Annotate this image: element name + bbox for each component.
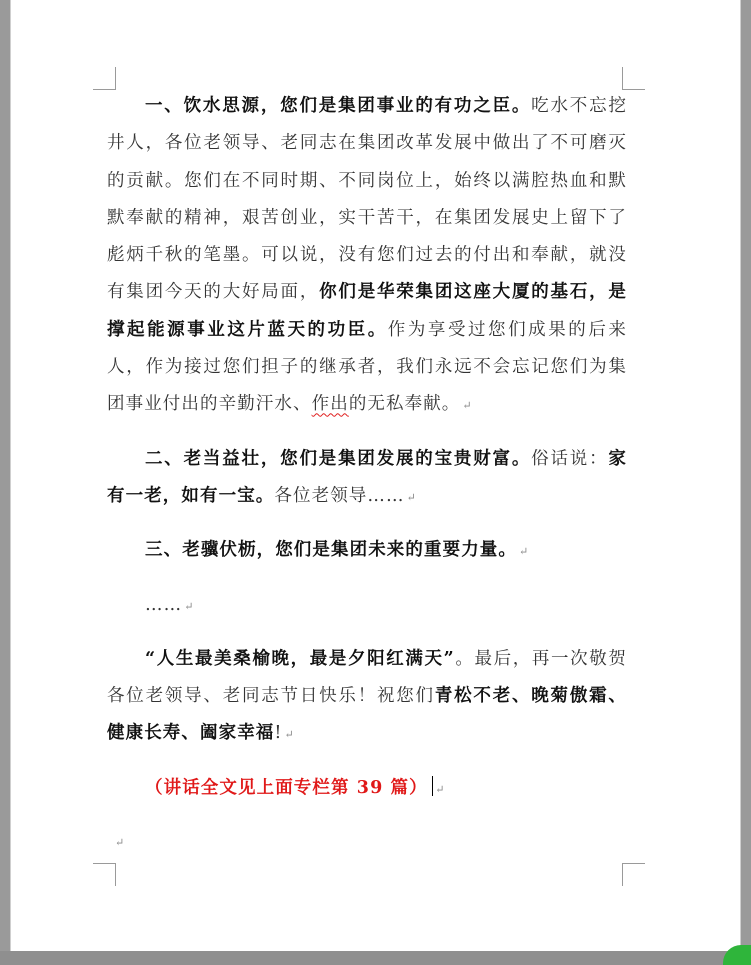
paragraph-mark: ↵ <box>435 782 445 796</box>
text-run: 各位老领导…… <box>274 485 405 506</box>
margin-corner-mark-top-right <box>622 67 645 90</box>
paragraph-mark: ↵ <box>115 836 125 849</box>
paragraph[interactable] <box>107 532 627 570</box>
bold-text-run: 青松不老、晚菊傲霜、健康长寿、阖家幸福 <box>107 686 628 744</box>
paragraph-mark: ↵ <box>406 490 416 504</box>
paragraph[interactable] <box>107 88 627 425</box>
paragraph[interactable] <box>107 770 627 808</box>
paragraph[interactable] <box>107 441 627 517</box>
bold-text-run: 三、老骥伏枥，您们是集团未来的重要力量。 <box>145 540 517 561</box>
paragraph-mark: ↵ <box>184 599 194 613</box>
highlight-note: （讲话全文见上面专栏第 39 篇） <box>145 777 428 798</box>
margin-corner-mark-bottom-right <box>622 863 645 886</box>
text-run: 俗话说： <box>531 448 609 469</box>
margin-corner-mark-bottom-left <box>93 863 116 886</box>
text-run: ! <box>274 723 283 744</box>
text-run: 吃水不忘挖井人，各位老领导、老同志在集团改革发展中做出了不可磨灭的贡献。您们在不同时期、不同岗位上，始终以满腔热血和默默奉献的精神，艰苦创业，实干苦干，在集团发展史上留下了彪炳千秋的笔墨。可以说，没有您们过去的付出和奉献，就没有集团今天的大好局面， <box>107 96 628 303</box>
bold-text-run: 二、老当益壮，您们是集团发展的宝贵财富。 <box>145 448 532 469</box>
bold-text-run: 家有一老，如有一宝。 <box>107 448 627 506</box>
text-run: 。最后，再一次敬贺各位老领导、老同志节日快乐！祝您们 <box>107 648 627 707</box>
text-run: …… <box>145 594 183 615</box>
margin-corner-mark-top-left <box>93 67 116 90</box>
text-run: 作为享受过您们成果的后来人，作为接过您们担子的继承者，我们永远不会忘记您们为集团事业付出的辛勤汗水、 <box>107 319 627 415</box>
text-run: 的无私奉献。 <box>348 394 461 415</box>
paragraph-mark: ↵ <box>284 728 294 742</box>
paragraph[interactable] <box>107 587 627 625</box>
paragraph-mark: ↵ <box>519 545 529 559</box>
workspace-bottom-edge <box>0 951 751 965</box>
document-body[interactable] <box>107 88 627 808</box>
text-run: 作出 <box>311 394 349 415</box>
bold-text-run: 你们是华荣集团这座大厦的基石，是撑起能源事业这片蓝天的功臣。 <box>107 282 627 340</box>
bold-text-run: “人生最美桑榆晚，最是夕阳红满天” <box>145 648 455 669</box>
text-cursor <box>432 776 434 796</box>
paragraph-mark: ↵ <box>462 399 472 413</box>
bold-text-run: 一、饮水思源，您们是集团事业的有功之臣。 <box>145 96 532 116</box>
paragraph[interactable] <box>107 641 627 754</box>
